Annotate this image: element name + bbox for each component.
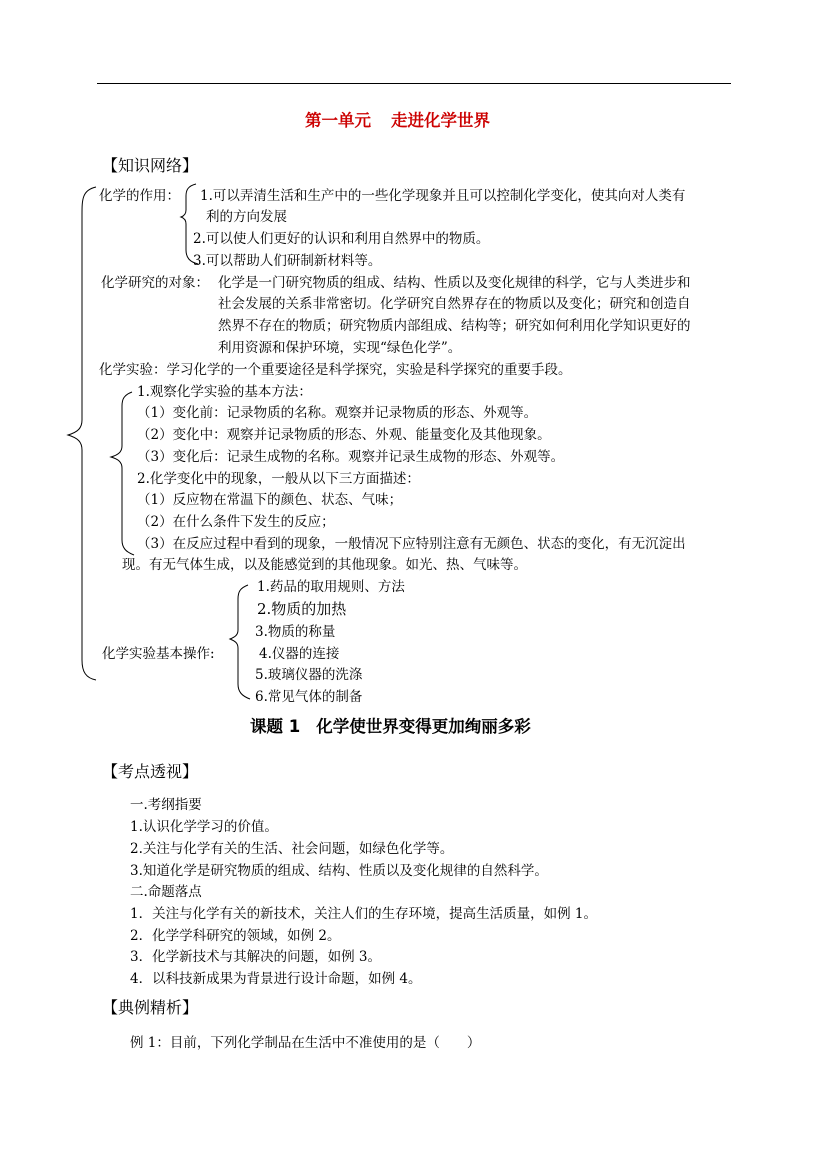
phenomena-3-cont: 现。有无气体生成，以及能感觉到的其他现象。如光、热、气味等。	[122, 557, 527, 573]
phenomena-heading: 2.化学变化中的现象，一般从以下三方面描述：	[137, 471, 420, 487]
method-heading: 1.观察化学实验的基本方法：	[137, 384, 312, 400]
points-item-3: 3．化学新技术与其解决的问题，如例 3。	[130, 949, 381, 965]
lesson-title	[250, 719, 531, 736]
object-line-4: 利用资源和保护环境，实现“绿色化学”。	[218, 340, 462, 356]
method-2: （2）变化中：观察并记录物质的形态、外观、能量变化及其他现象。	[137, 427, 551, 443]
points-item-4: 4．以科技新成果为背景进行设计命题，如例 4。	[130, 971, 422, 987]
role-brace	[181, 184, 198, 264]
ops-item-3: 3.物质的称量	[255, 624, 336, 640]
phenomena-3: （3）在反应过程中看到的现象，一般情况下应特别注意有无颜色、状态的变化，有无沉淀出	[137, 536, 686, 552]
section-heading-key-points: 【考点透视】	[102, 762, 199, 781]
example-1-question: 例 1：目前，下列化学制品在生活中不准使用的是（ ）	[130, 1035, 481, 1051]
outline-item-3: 3.知道化学是研究物质的组成、结构、性质以及变化规律的自然科学。	[130, 863, 548, 879]
experiment-intro: 化学实验：学习化学的一个重要途径是科学探究，实验是科学探究的重要手段。	[99, 362, 572, 378]
points-heading: 二.命题落点	[130, 884, 202, 900]
unit-title-name: 走进化学世界	[391, 111, 490, 130]
method-1: （1）变化前：记录物质的名称。观察并记录物质的形态、外观等。	[137, 405, 538, 421]
role-item-1: 1.可以弄清生活和生产中的一些化学现象并且可以控制化学变化，使其向对人类有	[200, 188, 686, 204]
object-line-1: 化学是一门研究物质的组成、结构、性质以及变化规律的科学，它与人类进步和	[218, 275, 691, 291]
outline-heading: 一.考纲指要	[130, 797, 202, 813]
main-brace	[68, 187, 96, 680]
ops-label: 化学实验基本操作:	[102, 646, 215, 662]
role-item-3: 3.可以帮助人们研制新材料等。	[193, 253, 382, 269]
points-item-1: 1．关注与化学有关的新技术，关注人们的生存环境，提高生活质量，如例 1。	[130, 906, 597, 922]
role-label: 化学的作用：	[99, 188, 180, 204]
outline-item-2: 2.关注与化学有关的生活、社会问题，如绿色化学等。	[130, 841, 454, 857]
role-item-2: 2.可以使人们更好的认识和利用自然界中的物质。	[193, 231, 490, 247]
role-item-1-cont: 利的方向发展	[206, 209, 287, 225]
section-heading-knowledge-network: 【知识网络】	[102, 156, 199, 175]
lesson-name: 化学使世界变得更加绚丽多彩	[316, 717, 531, 736]
experiment-brace	[111, 392, 134, 555]
method-3: （3）变化后：记录生成物的名称。观察并记录生成物的形态、外观等。	[137, 449, 565, 465]
object-label: 化学研究的对象：	[101, 275, 209, 291]
points-item-2: 2．化学学科研究的领域，如例 2。	[130, 928, 341, 944]
ops-item-6: 6.常见气体的制备	[255, 689, 363, 705]
outline-item-1: 1.认识化学学习的价值。	[130, 819, 278, 835]
phenomena-1: （1）反应物在常温下的颜色、状态、气味；	[137, 492, 403, 508]
ops-item-5: 5.玻璃仪器的洗涤	[255, 667, 363, 683]
unit-title-number: 第一单元	[305, 111, 371, 130]
ops-item-1: 1.药品的取用规则、方法	[257, 579, 405, 595]
phenomena-2: （2）在什么条件下发生的反应；	[137, 514, 335, 530]
object-line-2: 社会发展的关系非常密切。化学研究自然界存在的物质以及变化；研究和创造自	[218, 296, 691, 312]
object-line-3: 然界不存在的物质；研究物质内部组成、结构等；研究如何利用化学知识更好的	[218, 318, 691, 334]
section-heading-examples: 【典例精析】	[102, 998, 199, 1017]
ops-brace	[230, 585, 250, 699]
ops-item-2: 2.物质的加热	[257, 600, 347, 618]
ops-item-4: 4.仪器的连接	[259, 646, 340, 662]
lesson-number: 课题 1	[250, 717, 301, 736]
